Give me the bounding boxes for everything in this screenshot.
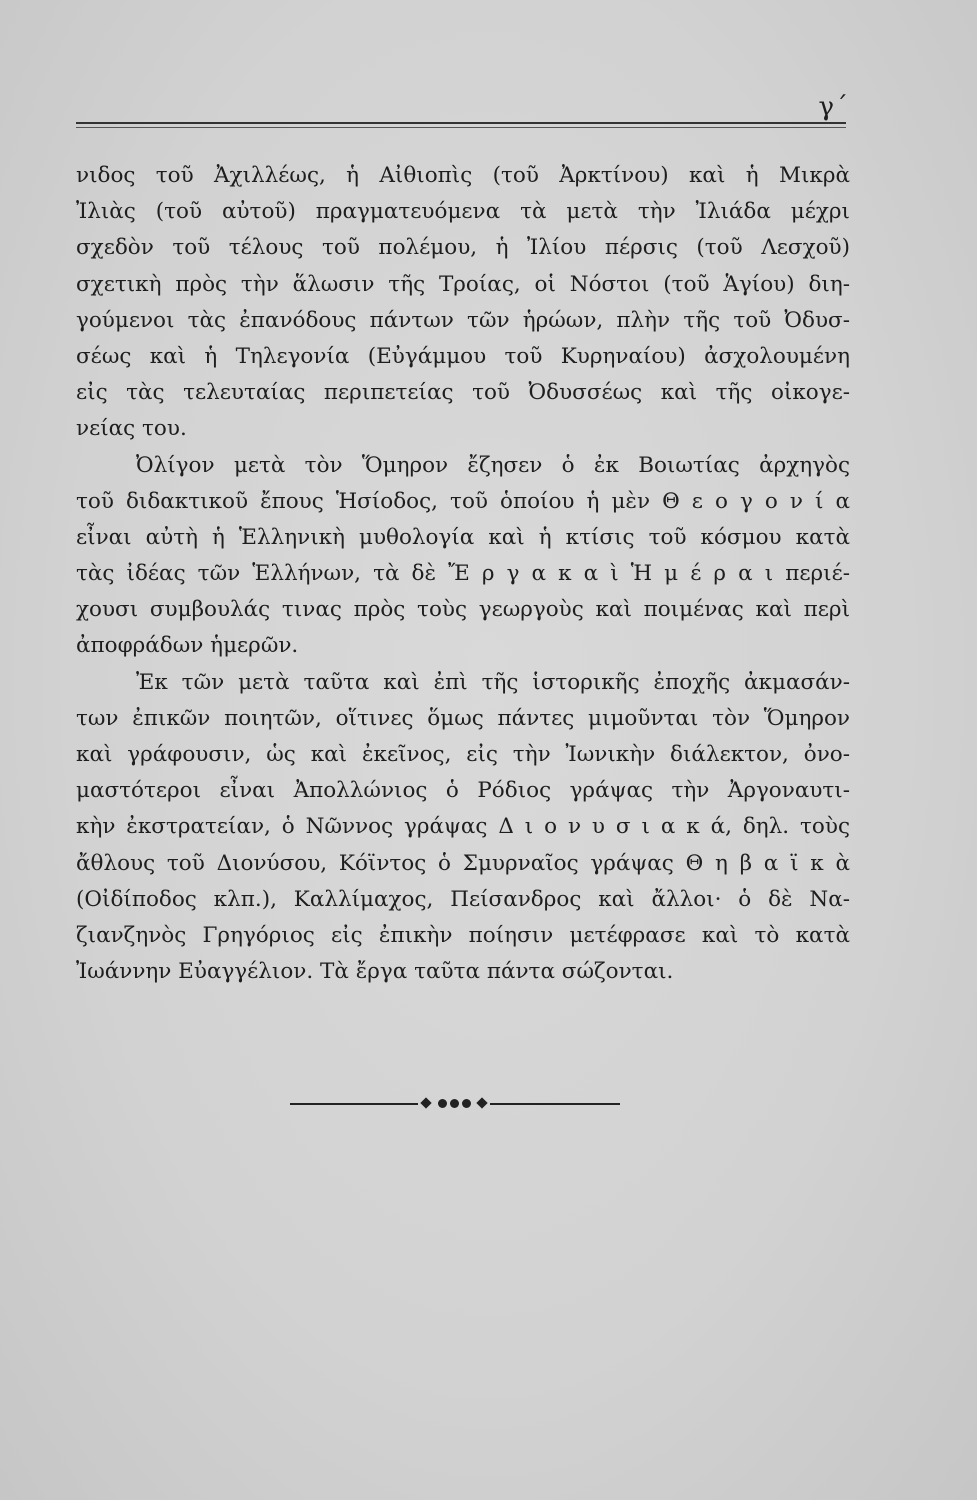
text-line: νείας του. bbox=[76, 416, 187, 442]
text-line: Ὀλίγον μετὰ τὸν Ὅμηρον ἔζησεν ὁ ἐκ Βοιωτίας ἀρχηγὸς bbox=[136, 452, 850, 478]
text-line: εἶναι αὐτὴ ἡ Ἑλληνικὴ μυθολογία καὶ ἡ κτίσις τοῦ κόσμου κατὰ bbox=[76, 524, 850, 550]
body-text bbox=[76, 158, 850, 990]
text-line: ζιανζηνὸς Γρηγόριος εἰς ἐπικὴν ποίησιν μετέφρασε καὶ τὸ κατὰ bbox=[76, 922, 850, 948]
page-number: γ΄ bbox=[818, 92, 849, 122]
text-line: εἰς τὰς τελευταίας περιπετείας τοῦ Ὀδυσσέως καὶ τῆς οἰκογε- bbox=[76, 380, 850, 406]
text-line: χουσι συμβουλάς τινας πρὸς τοὺς γεωργοὺς καὶ ποιμένας καὶ περὶ bbox=[76, 597, 850, 623]
text-line: σχεδὸν τοῦ τέλους τοῦ πολέμου, ἡ Ἰλίου πέρσις (τοῦ Λεσχοῦ) bbox=[76, 235, 850, 261]
text-line: κὴν ἐκστρατείαν, ὁ Νῶννος γράψας Δ ι ο ν υ σ ι α κ ά, δηλ. τοὺς bbox=[76, 814, 850, 840]
text-line: μαστότεροι εἶναι Ἀπολλώνιος ὁ Ρόδιος γράψας τὴν Ἀργοναυτι- bbox=[76, 778, 850, 804]
text-line: Ἐκ τῶν μετὰ ταῦτα καὶ ἐπὶ τῆς ἱστορικῆς ἐποχῆς ἀκμασάν- bbox=[136, 669, 850, 695]
text-line: ἄθλους τοῦ Διονύσου, Κόϊντος ὁ Σμυρναῖος γράψας Θ η β α ϊ κ ὰ bbox=[76, 850, 850, 876]
text-line: (Οἰδίποδος κλπ.), Καλλίμαχος, Πείσανδρος καὶ ἄλλοι· ὁ δὲ Να- bbox=[76, 886, 850, 912]
text-line: τὰς ἰδέας τῶν Ἑλλήνων, τὰ δὲ Ἔ ρ γ α κ α ὶ Ἡ μ έ ρ α ι περιέ- bbox=[76, 561, 850, 587]
text-line: Ἰωάννην Εὐαγγέλιον. Τὰ ἔργα ταῦτα πάντα σώζονται. bbox=[76, 959, 674, 985]
text-line: των ἐπικῶν ποιητῶν, οἵτινες ὅμως πάντες μιμοῦνται τὸν Ὅμηρον bbox=[76, 705, 850, 731]
text-line: γούμενοι τὰς ἐπανόδους πάντων τῶν ἡρώων, πλὴν τῆς τοῦ Ὀδυσ- bbox=[76, 307, 850, 333]
section-ornament bbox=[290, 1098, 620, 1112]
text-line: σέως καὶ ἡ Τηλεγονία (Εὐγάμμου τοῦ Κυρηναίου) ἀσχολουμένη bbox=[76, 343, 850, 369]
text-line: τοῦ διδακτικοῦ ἔπους Ἡσίοδος, τοῦ ὁποίου ἡ μὲν Θ ε ο γ ο ν ί α bbox=[76, 488, 850, 514]
text-line: σχετικὴ πρὸς τὴν ἅλωσιν τῆς Τροίας, οἱ Νόστοι (τοῦ Ἁγίου) διη- bbox=[76, 271, 850, 297]
text-line: ἀποφράδων ἡμερῶν. bbox=[76, 633, 299, 659]
text-line: νιδος τοῦ Ἀχιλλέως, ἡ Αἰθιοπὶς (τοῦ Ἀρκτίνου) καὶ ἡ Μικρὰ bbox=[76, 163, 850, 188]
text-line: Ἰλιὰς (τοῦ αὐτοῦ) πραγματευόμενα τὰ μετὰ τὴν Ἰλιάδα μέχρι bbox=[76, 199, 850, 225]
header-rule bbox=[76, 122, 846, 124]
text-line: καὶ γράφουσιν, ὡς καὶ ἐκεῖνος, εἰς τὴν Ἰωνικὴν διάλεκτον, ὀνο- bbox=[76, 742, 850, 767]
